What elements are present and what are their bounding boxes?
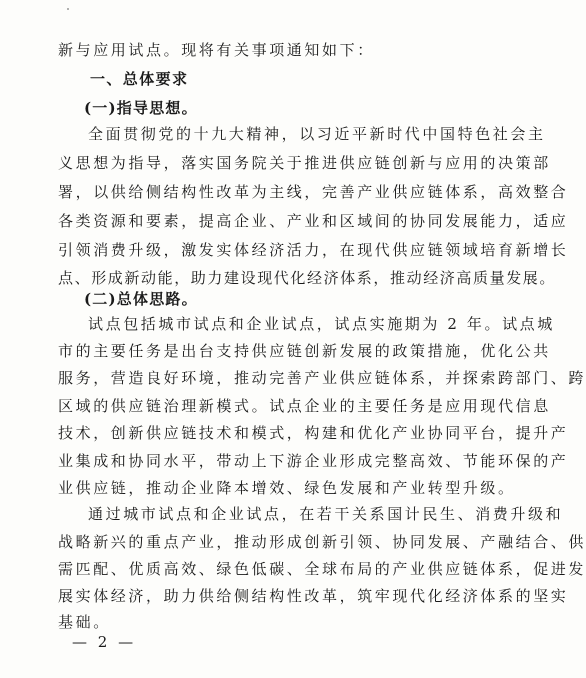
paragraph-line: 展实体经济，助力供给侧结构性改革，筑牢现代化经济体系的坚实 [58, 587, 569, 605]
paragraph-line: 战略新兴的重点产业，推动形成创新引领、协同发展、产融结合、供 [58, 533, 586, 551]
scan-speck [67, 8, 69, 10]
paragraph-line: 区域的供应链治理新模式。试点企业的主要任务是应用现代信息 [58, 397, 551, 415]
paragraph-line: 点、形成新动能，助力建设现代化经济体系，推动经济高质量发展。 [58, 269, 557, 287]
paragraph-line: 试点包括城市试点和企业试点，试点实施期为 2 年。试点城 [88, 315, 555, 333]
paragraph-line: 业集成和协同水平，带动上下游企业形成完整高效、节能环保的产 [58, 452, 569, 470]
paragraph-line: 业供应链，推动企业降本增效、绿色发展和产业转型升级。 [58, 479, 516, 497]
paragraph-line: 服务，营造良好环境，推动完善产业供应链体系，并探索跨部门、跨 [58, 369, 586, 387]
paragraph-line: 义思想为指导，落实国务院关于推进供应链创新与应用的决策部 [58, 154, 551, 172]
section-heading-general-requirements: 一、总体要求 [90, 70, 189, 88]
paragraph-line: 各类资源和要素，提高企业、产业和区域间的协同发展能力，适应 [58, 212, 569, 230]
paragraph-line: 市的主要任务是出台支持供应链创新发展的政策措施，优化公共 [58, 342, 551, 360]
paragraph-line: 基础。 [58, 613, 111, 631]
paragraph-line: 技术，创新供应链技术和模式，构建和优化产业协同平台，提升产 [58, 424, 569, 442]
paragraph-line: 通过城市试点和企业试点，在若干关系国计民生、消费升级和 [88, 505, 564, 523]
intro-line: 新与应用试点。现将有关事项通知如下： [58, 41, 375, 59]
subsection-heading-guiding-ideology: (一)指导思想。 [84, 99, 198, 117]
subsection-heading-overall-approach: (二)总体思路。 [84, 290, 198, 308]
paragraph-line: 引领消费升级，激发实体经济活力，在现代供应链领域培育新增长 [58, 241, 569, 259]
paragraph-line: 署，以供给侧结构性改革为主线，完善产业供应链体系，高效整合 [58, 183, 569, 201]
paragraph-line: 需匹配、优质高效、绿色低碳、全球布局的产业供应链体系，促进发 [58, 560, 586, 578]
paragraph-line: 全面贯彻党的十九大精神，以习近平新时代中国特色社会主 [88, 125, 546, 143]
page-number: — 2 — [72, 633, 137, 651]
